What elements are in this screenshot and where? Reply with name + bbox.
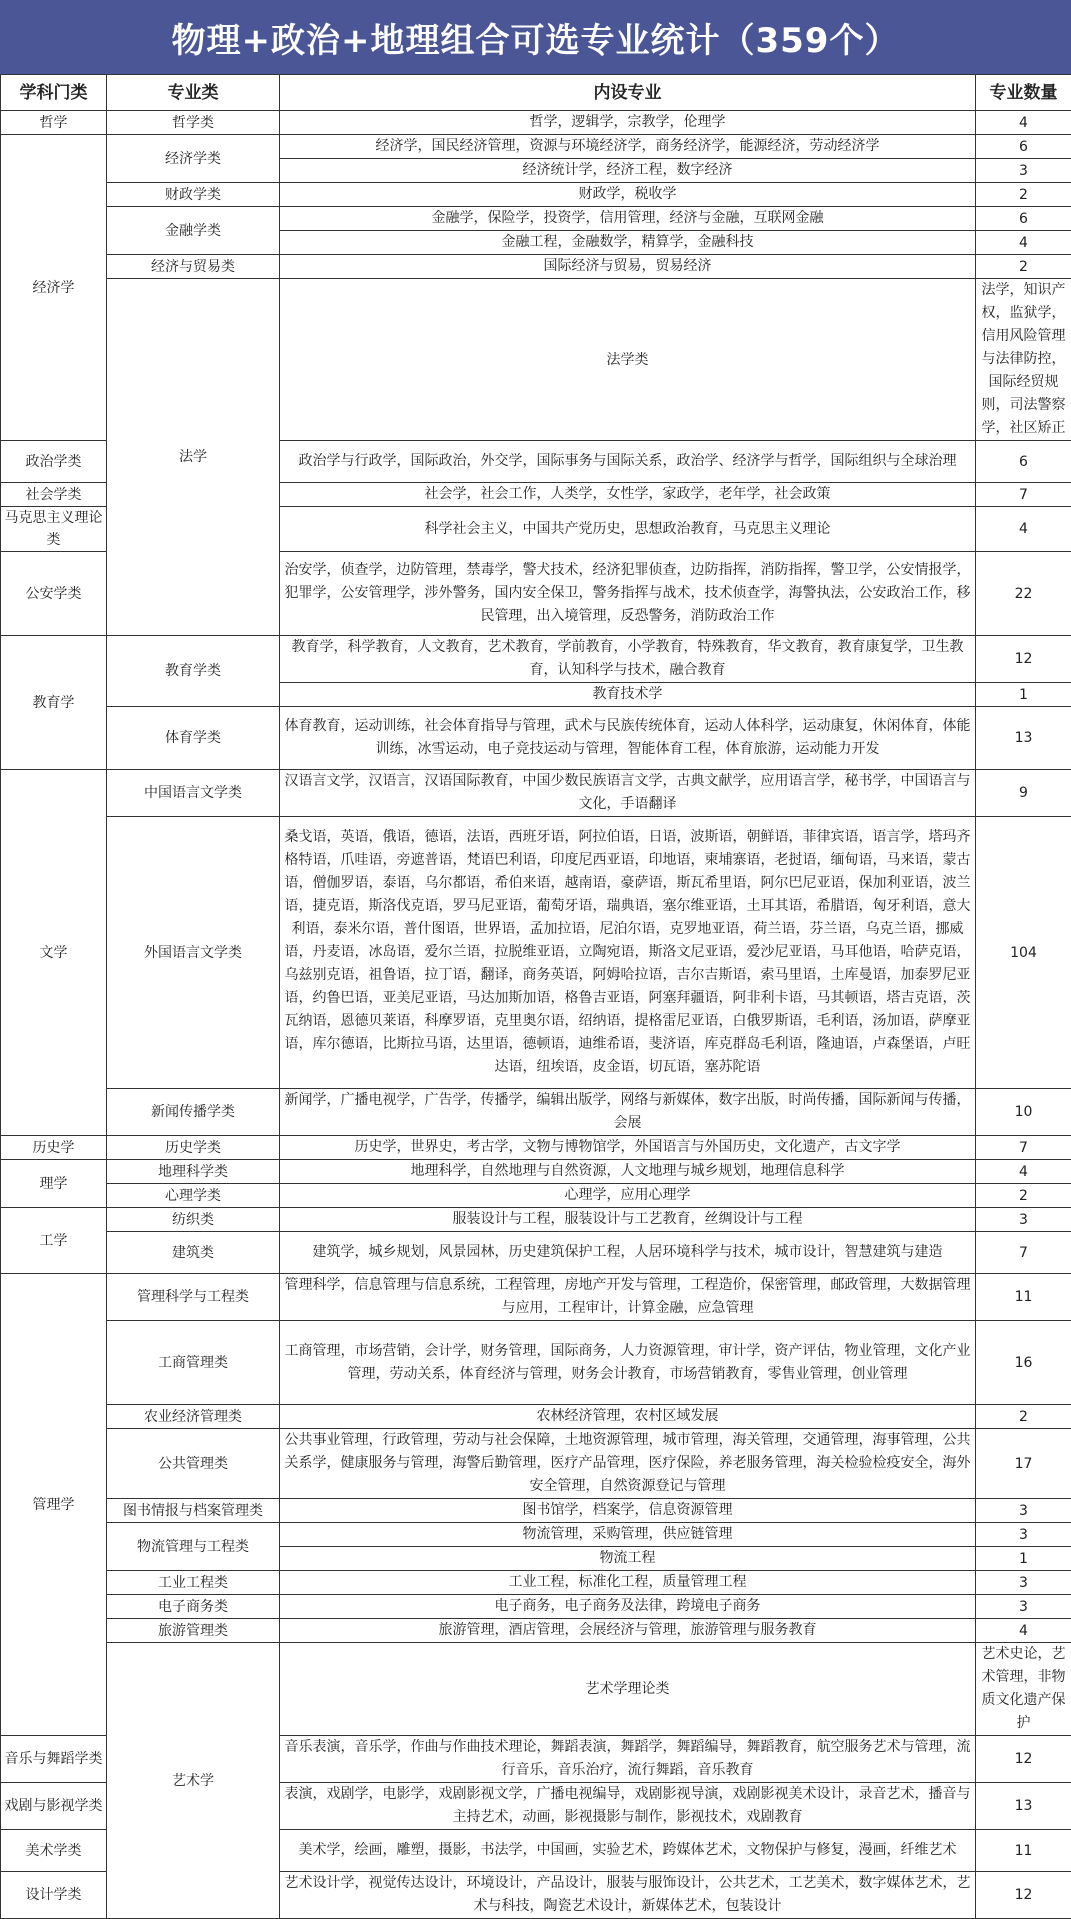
discipline-cell: 哲学 bbox=[1, 111, 107, 135]
table-header-row bbox=[1, 75, 1071, 111]
table-row bbox=[1, 135, 1071, 159]
count-cell: 104 bbox=[976, 817, 1071, 1089]
majors-cell: 地理科学，自然地理与自然资源，人文地理与城乡规划，地理信息科学 bbox=[280, 1160, 976, 1184]
majors-cell: 服装设计与工程，服装设计与工艺教育，丝绸设计与工程 bbox=[280, 1208, 976, 1232]
majors-cell: 法学，知识产权，监狱学，信用风险管理与法律防控，国际经贸规则，司法警察学，社区矫正 bbox=[976, 279, 1071, 441]
major-class-cell: 地理科学类 bbox=[107, 1160, 280, 1184]
count-cell: 9 bbox=[976, 770, 1071, 817]
majors-cell: 经济学，国民经济管理，资源与环境经济学，商务经济学，能源经济，劳动经济学 bbox=[280, 135, 976, 159]
majors-cell: 社会学，社会工作，人类学，女性学，家政学，老年学，社会政策 bbox=[280, 483, 976, 507]
count-cell: 22 bbox=[976, 552, 1071, 636]
table-row bbox=[1, 255, 1071, 279]
table-row bbox=[1, 1136, 1071, 1160]
count-cell: 17 bbox=[976, 1429, 1071, 1499]
major-class-cell: 哲学类 bbox=[107, 111, 280, 135]
majors-cell: 国际经济与贸易，贸易经济 bbox=[280, 255, 976, 279]
majors-table bbox=[0, 74, 1071, 1919]
major-class-cell: 公共管理类 bbox=[107, 1429, 280, 1499]
discipline-cell: 文学 bbox=[1, 770, 107, 1136]
count-cell: 2 bbox=[976, 255, 1071, 279]
majors-cell: 科学社会主义，中国共产党历史，思想政治教育，马克思主义理论 bbox=[280, 507, 976, 552]
table-row bbox=[1, 1089, 1071, 1136]
majors-cell: 工商管理，市场营销，会计学，财务管理，国际商务，人力资源管理，审计学，资产评估，物业管理，文化产业管理，劳动关系，体育经济与管理，财务会计教育，市场营销教育，零售业管理，创业管理 bbox=[280, 1321, 976, 1405]
major-class-cell: 心理学类 bbox=[107, 1184, 280, 1208]
table-row bbox=[1, 1595, 1071, 1619]
major-class-cell: 美术学类 bbox=[1, 1830, 107, 1872]
major-class-cell: 中国语言文学类 bbox=[107, 770, 280, 817]
count-cell: 2 bbox=[976, 183, 1071, 207]
majors-cell: 旅游管理，酒店管理，会展经济与管理，旅游管理与服务教育 bbox=[280, 1619, 976, 1643]
table-row bbox=[1, 207, 1071, 231]
majors-cell: 艺术史论，艺术管理，非物质文化遗产保护 bbox=[976, 1643, 1071, 1736]
major-class-cell: 体育学类 bbox=[107, 707, 280, 770]
count-cell: 13 bbox=[976, 1783, 1071, 1830]
discipline-cell: 教育学 bbox=[1, 636, 107, 770]
discipline-cell: 理学 bbox=[1, 1160, 107, 1208]
count-cell: 4 bbox=[976, 111, 1071, 135]
major-class-cell: 财政学类 bbox=[107, 183, 280, 207]
count-cell: 6 bbox=[976, 207, 1071, 231]
discipline-cell: 工学 bbox=[1, 1208, 107, 1274]
count-cell: 4 bbox=[976, 1160, 1071, 1184]
majors-cell: 物流工程 bbox=[280, 1547, 976, 1571]
majors-cell: 体育教育，运动训练，社会体育指导与管理，武术与民族传统体育，运动人体科学，运动康复，休闲体育，体能训练，冰雪运动，电子竞技运动与管理，智能体育工程，体育旅游，运动能力开发 bbox=[280, 707, 976, 770]
majors-cell: 财政学，税收学 bbox=[280, 183, 976, 207]
table-row bbox=[1, 279, 1071, 441]
count-cell: 7 bbox=[976, 1136, 1071, 1160]
header-majors: 内设专业 bbox=[280, 75, 976, 111]
page-title: 物理+政治+地理组合可选专业统计（359个） bbox=[0, 0, 1071, 74]
major-class-cell: 马克思主义理论类 bbox=[1, 507, 107, 552]
major-class-cell: 法学类 bbox=[280, 279, 976, 441]
table-row bbox=[1, 1523, 1071, 1547]
majors-cell: 农林经济管理，农村区域发展 bbox=[280, 1405, 976, 1429]
table-row bbox=[1, 1619, 1071, 1643]
majors-cell: 音乐表演，音乐学，作曲与作曲技术理论，舞蹈表演，舞蹈学，舞蹈编导，舞蹈教育，航空服务艺术与管理，流行音乐，音乐治疗，流行舞蹈，音乐教育 bbox=[280, 1736, 976, 1783]
major-class-cell: 工商管理类 bbox=[107, 1321, 280, 1405]
majors-cell: 历史学，世界史，考古学，文物与博物馆学，外国语言与外国历史，文化遗产，古文字学 bbox=[280, 1136, 976, 1160]
majors-cell: 治安学，侦查学，边防管理，禁毒学，警犬技术，经济犯罪侦查，边防指挥，消防指挥，警卫学，公安情报学，犯罪学，公安管理学，涉外警务，国内安全保卫，警务指挥与战术，技术侦查学，海警执法，公安政治工作，移民管理，出入境管理，反恐警务，消防政治工作 bbox=[280, 552, 976, 636]
table-row bbox=[1, 817, 1071, 1089]
major-class-cell: 公安学类 bbox=[1, 552, 107, 636]
major-class-cell: 社会学类 bbox=[1, 483, 107, 507]
table-row bbox=[1, 1160, 1071, 1184]
discipline-cell: 艺术学 bbox=[107, 1643, 280, 1919]
table-row bbox=[1, 1499, 1071, 1523]
major-class-cell: 工业工程类 bbox=[107, 1571, 280, 1595]
major-class-cell: 艺术学理论类 bbox=[280, 1643, 976, 1736]
majors-cell: 艺术设计学，视觉传达设计，环境设计，产品设计，服装与服饰设计，公共艺术，工艺美术，数字媒体艺术，艺术与科技，陶瓷艺术设计，新媒体艺术，包装设计 bbox=[280, 1872, 976, 1919]
major-class-cell: 外国语言文学类 bbox=[107, 817, 280, 1089]
count-cell: 13 bbox=[976, 707, 1071, 770]
table-row bbox=[1, 636, 1071, 683]
discipline-cell: 经济学 bbox=[1, 135, 107, 441]
majors-cell: 教育学，科学教育，人文教育，艺术教育，学前教育，小学教育，特殊教育，华文教育，教育康复学，卫生教育，认知科学与技术，融合教育 bbox=[280, 636, 976, 683]
count-cell: 10 bbox=[976, 1089, 1071, 1136]
discipline-cell: 历史学 bbox=[1, 1136, 107, 1160]
table-row bbox=[1, 183, 1071, 207]
table-row bbox=[1, 1321, 1071, 1405]
table-row bbox=[1, 111, 1071, 135]
header-discipline: 学科门类 bbox=[1, 75, 107, 111]
major-class-cell: 图书情报与档案管理类 bbox=[107, 1499, 280, 1523]
majors-cell: 新闻学，广播电视学，广告学，传播学，编辑出版学，网络与新媒体，数字出版，时尚传播，国际新闻与传播，会展 bbox=[280, 1089, 976, 1136]
major-class-cell: 音乐与舞蹈学类 bbox=[1, 1736, 107, 1783]
majors-cell: 电子商务，电子商务及法律，跨境电子商务 bbox=[280, 1595, 976, 1619]
table-row bbox=[1, 770, 1071, 817]
header-major-class: 专业类 bbox=[107, 75, 280, 111]
major-class-cell: 纺织类 bbox=[107, 1208, 280, 1232]
majors-cell: 建筑学，城乡规划，风景园林，历史建筑保护工程，人居环境科学与技术，城市设计，智慧建筑与建造 bbox=[280, 1232, 976, 1274]
major-class-cell: 金融学类 bbox=[107, 207, 280, 255]
major-class-cell: 经济学类 bbox=[107, 135, 280, 183]
major-class-cell: 物流管理与工程类 bbox=[107, 1523, 280, 1571]
major-class-cell: 政治学类 bbox=[1, 441, 107, 483]
table-body bbox=[1, 111, 1071, 1919]
count-cell: 2 bbox=[976, 1405, 1071, 1429]
table-row bbox=[1, 1208, 1071, 1232]
count-cell: 3 bbox=[976, 1208, 1071, 1232]
majors-cell: 经济统计学，经济工程，数字经济 bbox=[280, 159, 976, 183]
count-cell: 6 bbox=[976, 441, 1071, 483]
table-row bbox=[1, 1429, 1071, 1499]
majors-cell: 金融学，保险学，投资学，信用管理，经济与金融，互联网金融 bbox=[280, 207, 976, 231]
count-cell: 1 bbox=[976, 683, 1071, 707]
majors-cell: 汉语言文学，汉语言，汉语国际教育，中国少数民族语言文学，古典文献学，应用语言学，秘书学，中国语言与文化，手语翻译 bbox=[280, 770, 976, 817]
majors-cell: 桑戈语，英语，俄语，德语，法语，西班牙语，阿拉伯语，日语，波斯语，朝鲜语，菲律宾语，语言学，塔玛齐格特语，爪哇语，旁遮普语，梵语巴利语，印度尼西亚语，印地语，柬埔寨语，老挝语，缅甸语，马来语，蒙古语，僧伽罗语，泰语，乌尔都语，希伯来语，越南语，豪萨语，斯瓦希里语，阿尔巴尼亚语，保加利亚语，波兰语，捷克语，斯洛伐克语，罗马尼亚语，葡萄牙语，瑞典语，塞尔维亚语，土耳其语，希腊语，匈牙利语，意大利语，泰米尔语，普什图语，世界语，孟加拉语，尼泊尔语，克罗地亚语，荷兰语，芬兰语，乌克兰语，挪威语，丹麦语，冰岛语，爱尔兰语，拉脱维亚语，立陶宛语，斯洛文尼亚语，爱沙尼亚语，马耳他语，哈萨克语，乌兹别克语，祖鲁语，拉丁语，翻译，商务英语，阿姆哈拉语，吉尔吉斯语，索马里语，土库曼语，加泰罗尼亚语，约鲁巴语，亚美尼亚语，马达加斯加语，格鲁吉亚语，阿塞拜疆语，阿非利卡语，马其顿语，塔吉克语，茨瓦纳语，恩德贝莱语，科摩罗语，克里奥尔语，绍纳语，提格雷尼亚语，白俄罗斯语，毛利语，汤加语，萨摩亚语，库尔德语，比斯拉马语，达里语，德顿语，迪维希语，斐济语，库克群岛毛利语，隆迪语，卢森堡语，卢旺达语，纽埃语，皮金语，切瓦语，塞苏陀语 bbox=[280, 817, 976, 1089]
major-class-cell: 经济与贸易类 bbox=[107, 255, 280, 279]
majors-cell: 公共事业管理，行政管理，劳动与社会保障，土地资源管理，城市管理，海关管理，交通管理，海事管理，公共关系学，健康服务与管理，海警后勤管理，医疗产品管理，医疗保险，养老服务管理，海关检验检疫安全，海外安全管理，自然资源登记与管理 bbox=[280, 1429, 976, 1499]
major-class-cell: 教育学类 bbox=[107, 636, 280, 707]
count-cell: 3 bbox=[976, 1595, 1071, 1619]
majors-cell: 管理科学，信息管理与信息系统，工程管理，房地产开发与管理，工程造价，保密管理，邮政管理，大数据管理与应用，工程审计，计算金融，应急管理 bbox=[280, 1274, 976, 1321]
majors-cell: 教育技术学 bbox=[280, 683, 976, 707]
table-row bbox=[1, 707, 1071, 770]
table-row bbox=[1, 1274, 1071, 1321]
count-cell: 11 bbox=[976, 1274, 1071, 1321]
count-cell: 3 bbox=[976, 159, 1071, 183]
count-cell: 12 bbox=[976, 1736, 1071, 1783]
majors-cell: 金融工程，金融数学，精算学，金融科技 bbox=[280, 231, 976, 255]
count-cell: 3 bbox=[976, 1523, 1071, 1547]
majors-cell: 工业工程，标准化工程，质量管理工程 bbox=[280, 1571, 976, 1595]
discipline-cell: 法学 bbox=[107, 279, 280, 636]
majors-cell: 表演，戏剧学，电影学，戏剧影视文学，广播电视编导，戏剧影视导演，戏剧影视美术设计，录音艺术，播音与主持艺术，动画，影视摄影与制作，影视技术，戏剧教育 bbox=[280, 1783, 976, 1830]
table-row bbox=[1, 1643, 1071, 1736]
table-row bbox=[1, 1184, 1071, 1208]
major-class-cell: 农业经济管理类 bbox=[107, 1405, 280, 1429]
major-class-cell: 电子商务类 bbox=[107, 1595, 280, 1619]
count-cell: 7 bbox=[976, 483, 1071, 507]
count-cell: 16 bbox=[976, 1321, 1071, 1405]
count-cell: 4 bbox=[976, 507, 1071, 552]
count-cell: 11 bbox=[976, 1830, 1071, 1872]
majors-cell: 心理学，应用心理学 bbox=[280, 1184, 976, 1208]
major-class-cell: 新闻传播学类 bbox=[107, 1089, 280, 1136]
majors-cell: 美术学，绘画，雕塑，摄影，书法学，中国画，实验艺术，跨媒体艺术，文物保护与修复，漫画，纤维艺术 bbox=[280, 1830, 976, 1872]
count-cell: 7 bbox=[976, 1232, 1071, 1274]
major-class-cell: 管理科学与工程类 bbox=[107, 1274, 280, 1321]
major-class-cell: 旅游管理类 bbox=[107, 1619, 280, 1643]
count-cell: 3 bbox=[976, 1571, 1071, 1595]
count-cell: 3 bbox=[976, 1499, 1071, 1523]
header-count: 专业数量 bbox=[976, 75, 1071, 111]
majors-cell: 哲学，逻辑学，宗教学，伦理学 bbox=[280, 111, 976, 135]
count-cell: 12 bbox=[976, 636, 1071, 683]
major-class-cell: 戏剧与影视学类 bbox=[1, 1783, 107, 1830]
majors-cell: 政治学与行政学，国际政治，外交学，国际事务与国际关系，政治学、经济学与哲学，国际组织与全球治理 bbox=[280, 441, 976, 483]
majors-cell: 物流管理，采购管理，供应链管理 bbox=[280, 1523, 976, 1547]
count-cell: 2 bbox=[976, 1184, 1071, 1208]
table-row bbox=[1, 1405, 1071, 1429]
table-row bbox=[1, 1232, 1071, 1274]
major-class-cell: 历史学类 bbox=[107, 1136, 280, 1160]
count-cell: 4 bbox=[976, 231, 1071, 255]
majors-cell: 图书馆学，档案学，信息资源管理 bbox=[280, 1499, 976, 1523]
count-cell: 1 bbox=[976, 1547, 1071, 1571]
discipline-cell: 管理学 bbox=[1, 1274, 107, 1736]
count-cell: 4 bbox=[976, 1619, 1071, 1643]
count-cell: 6 bbox=[976, 135, 1071, 159]
major-class-cell: 建筑类 bbox=[107, 1232, 280, 1274]
major-class-cell: 设计学类 bbox=[1, 1872, 107, 1919]
table-row bbox=[1, 1571, 1071, 1595]
count-cell: 12 bbox=[976, 1872, 1071, 1919]
